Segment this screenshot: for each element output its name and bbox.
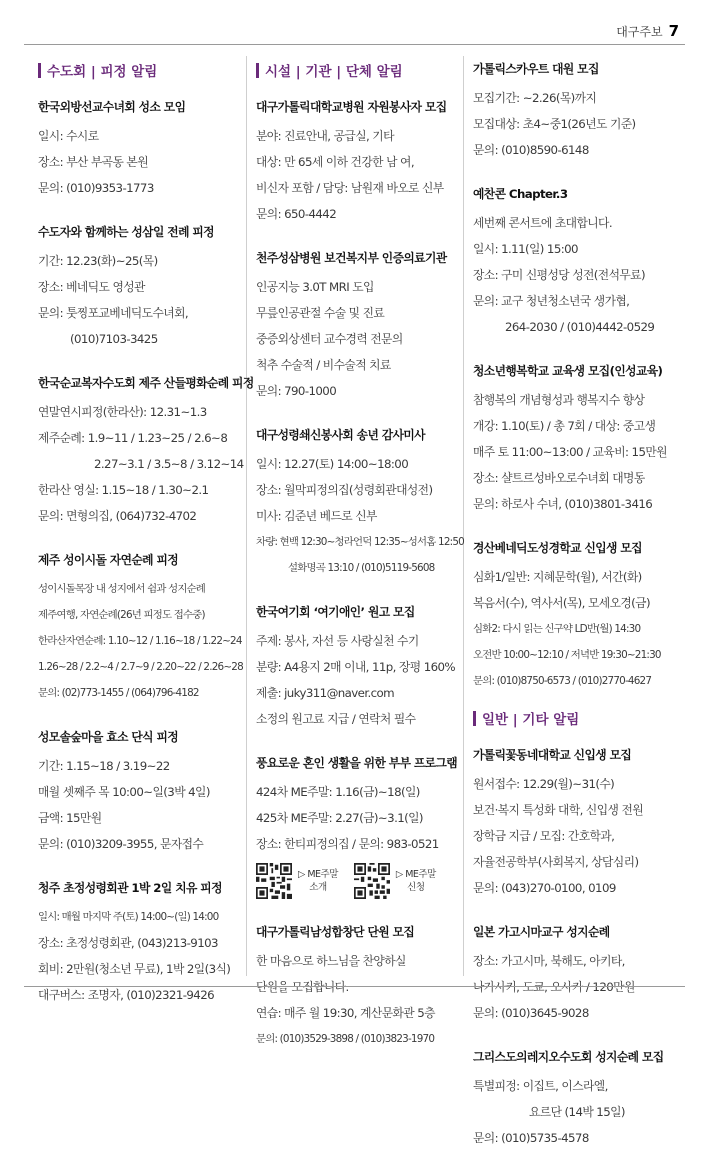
notice-line: 매월 셋째주 목 10:00~일(3박 4일) bbox=[38, 785, 210, 799]
notice-title: 경산베네딕도성경학교 신입생 모집 bbox=[473, 541, 642, 555]
notice-line: 중증외상센터 교수경력 전문의 bbox=[256, 332, 403, 346]
notice-title: 대구성령쇄신봉사회 송년 감사미사 bbox=[256, 428, 425, 442]
notice-line: 소정의 원고료 지급 / 연락처 필수 bbox=[256, 712, 416, 726]
notice-line: 문의: 면형의집, (064)732-4702 bbox=[38, 509, 197, 523]
column-divider bbox=[246, 56, 247, 976]
notice-title: 한국여기회 ‘여기애인’ 원고 모집 bbox=[256, 605, 415, 619]
notice-line: 일시: 1.11(일) 15:00 bbox=[473, 242, 578, 256]
notice-line: 장소: 구미 신평성당 성전(전석무료) bbox=[473, 268, 645, 282]
notice-line: 한라산자연순례: 1.10~12 / 1.16~18 / 1.22~24 bbox=[38, 635, 242, 647]
notice-line: 문의: (010)8590-6148 bbox=[473, 143, 589, 157]
notice-line: 장소: 한티피정의집 / 문의: 983-0521 bbox=[256, 837, 439, 851]
notice-line: 참행복의 개념형성과 행복지수 향상 bbox=[473, 393, 645, 407]
notice-line: 장소: 베네딕도 영성관 bbox=[38, 280, 145, 294]
notice-line: 문의: 교구 청년청소년국 생가협, bbox=[473, 294, 630, 308]
notice-line: 424차 ME주말: 1.16(금)~18(일) bbox=[256, 785, 420, 799]
notice-line: 문의: (010)9353-1773 bbox=[38, 181, 154, 195]
notice-title: 성모솔숲마을 효소 단식 피정 bbox=[38, 730, 179, 744]
notice-title: 일본 가고시마교구 성지순례 bbox=[473, 925, 610, 939]
column-divider bbox=[463, 56, 464, 976]
page-number: 7 bbox=[668, 22, 679, 40]
qr-code-row bbox=[256, 861, 456, 901]
notice-line: 나가사키, 도쿄, 오사카 / 120만원 bbox=[473, 980, 635, 994]
notice-title: 가톨릭스카우트 대원 모집 bbox=[473, 62, 599, 76]
column-1 bbox=[38, 52, 254, 1008]
notice-line: 자율전공학부(사회복지, 상담심리) bbox=[473, 855, 639, 869]
notice-line: 장소: 월막피정의집(성령회관대성전) bbox=[256, 483, 433, 497]
notice-line: 일시: 12.27(토) 14:00~18:00 bbox=[256, 457, 409, 471]
notice-line: 오전반 10:00~12:10 / 저녁반 19:30~21:30 bbox=[473, 649, 661, 661]
notice-line: 문의: (010)8750-6573 / (010)2770-4627 bbox=[473, 675, 652, 687]
notice-line: 문의: 하로사 수녀, (010)3801-3416 bbox=[473, 497, 653, 511]
notice-line: 연말연시피정(한라산): 12.31~1.3 bbox=[38, 405, 207, 419]
notice-title: 청주 초정성령회관 1박 2일 치유 피정 bbox=[38, 881, 222, 895]
notice-line: 문의: (010)3209-3955, 문자접수 bbox=[38, 837, 204, 851]
notice-line: 개강: 1.10(토) / 총 7회 / 대상: 중고생 bbox=[473, 419, 656, 433]
notice-line: 모집기간: ~2.26(목)까지 bbox=[473, 91, 597, 105]
notice-line: 복음서(수), 역사서(목), 모세오경(금) bbox=[473, 596, 650, 610]
notice-line: 기간: 1.15~18 / 3.19~22 bbox=[38, 759, 170, 773]
section-heading: 일반 | 기타 알림 bbox=[473, 708, 678, 728]
notice-line: 장소: 샬트르성바오로수녀회 대명동 bbox=[473, 471, 645, 485]
notice-line: 세번째 콘서트에 초대합니다. bbox=[473, 216, 613, 230]
notice-line: 분야: 진료안내, 공급실, 기타 bbox=[256, 129, 394, 143]
notice-title: 제주 성이시돌 자연순례 피정 bbox=[38, 553, 179, 567]
notice-line: 성이시돌목장 내 성지에서 쉼과 성지순례 bbox=[38, 583, 206, 595]
notice-line: 분량: A4용지 2매 이내, 11p, 장평 160% bbox=[256, 660, 456, 674]
notice-title: 천주성삼병원 보건복지부 인증의료기관 bbox=[256, 251, 447, 265]
section-heading: 시설 | 기관 | 단체 알림 bbox=[256, 60, 456, 80]
notice-line: 문의: (010)3645-9028 bbox=[473, 1006, 589, 1020]
notice-line: 설화명곡 13:10 / (010)5119-5608 bbox=[288, 562, 435, 574]
qr-code-icon[interactable] bbox=[256, 863, 292, 899]
notice-line: 2.27~3.1 / 3.5~8 / 3.12~14 bbox=[94, 457, 244, 471]
notice-line: 특별피정: 이집트, 이스라엘, bbox=[473, 1079, 608, 1093]
notice-line: 장소: 초정성령회관, (043)213-9103 bbox=[38, 936, 218, 950]
notice-line: 보건·복지 특성화 대학, 신입생 전원 bbox=[473, 803, 644, 817]
notice-line: 1.26~28 / 2.2~4 / 2.7~9 / 2.20~22 / 2.26~28 bbox=[38, 661, 243, 673]
notice-line: 요르단 (14박 15일) bbox=[529, 1105, 625, 1119]
notice-line: 기간: 12.23(화)~25(목) bbox=[38, 254, 158, 268]
page-header bbox=[616, 22, 679, 40]
notice-line: 인공지능 3.0T MRI 도입 bbox=[256, 280, 374, 294]
notice-line: 한 마음으로 하느님을 찬양하실 bbox=[256, 954, 406, 968]
notice-line: 장학금 지급 / 모집: 간호학과, bbox=[473, 829, 615, 843]
notice-line: 연습: 매주 월 19:30, 계산문화관 5층 bbox=[256, 1006, 435, 1020]
notice-line: 문의: (010)3529-3898 / (010)3823-1970 bbox=[256, 1033, 435, 1045]
notice-title: 풍요로운 혼인 생활을 위한 부부 프로그램 bbox=[256, 756, 458, 770]
notice-line: 문의: 790-1000 bbox=[256, 384, 337, 398]
notice-line: 제출: juky311@naver.com bbox=[256, 686, 395, 700]
notice-line: 대구버스: 조명자, (010)2321-9426 bbox=[38, 988, 215, 1002]
notice-title: 한국순교복자수도회 제주 산들평화순례 피정 bbox=[38, 376, 254, 390]
column-2 bbox=[256, 52, 464, 1052]
notice-line: 문의: (02)773-1455 / (064)796-4182 bbox=[38, 687, 199, 699]
notice-line: 264-2030 / (010)4442-0529 bbox=[505, 320, 655, 334]
notice-line: 단원을 모집합니다. bbox=[256, 980, 349, 994]
notice-line: 한라산 영실: 1.15~18 / 1.30~2.1 bbox=[38, 483, 209, 497]
bottom-rule bbox=[24, 986, 685, 987]
notice-title: 예찬콘 Chapter.3 bbox=[473, 187, 568, 201]
notice-title: 대구가톨릭남성합창단 단원 모집 bbox=[256, 925, 415, 939]
notice-line: 무릎인공관절 수술 및 진료 bbox=[256, 306, 385, 320]
notice-line: 금액: 15만원 bbox=[38, 811, 102, 825]
notice-line: 비신자 포함 / 담당: 남원재 바오로 신부 bbox=[256, 181, 444, 195]
notice-title: 그리스도의레지오수도회 성지순례 모집 bbox=[473, 1050, 664, 1064]
notice-line: 제주여행, 자연순례(26년 피정도 접수중) bbox=[38, 609, 205, 621]
notice-line: 문의: (010)5735-4578 bbox=[473, 1131, 589, 1145]
notice-line: 제주순례: 1.9~11 / 1.23~25 / 2.6~8 bbox=[38, 431, 228, 445]
notice-line: 문의: 툿찡포교베네딕도수녀회, bbox=[38, 306, 189, 320]
top-rule bbox=[24, 44, 685, 45]
notice-line: 차량: 현백 12:30~청라언덕 12:35~성서홈 12:50 bbox=[256, 536, 464, 548]
notice-title: 수도자와 함께하는 성삼일 전례 피정 bbox=[38, 225, 214, 239]
notice-line: 원서접수: 12.29(월)~31(수) bbox=[473, 777, 615, 791]
notice-line: 회비: 2만원(청소년 무료), 1박 2일(3식) bbox=[38, 962, 231, 976]
notice-line: 장소: 가고시마, 북해도, 아키타, bbox=[473, 954, 625, 968]
qr-label: ▷ ME주말 소개 bbox=[298, 869, 338, 893]
notice-title: 가톨릭꽃동네대학교 신입생 모집 bbox=[473, 748, 632, 762]
notice-title: 대구가톨릭대학교병원 자원봉사자 모집 bbox=[256, 100, 447, 114]
qr-label: ▷ ME주말 신청 bbox=[395, 869, 436, 893]
notice-title: 청소년행복학교 교육생 모집(인성교육) bbox=[473, 364, 663, 378]
header-section: 대구주보 bbox=[616, 25, 663, 39]
notice-line: 모집대상: 초4~중1(26년도 기준) bbox=[473, 117, 636, 131]
notice-line: 장소: 부산 부곡동 본원 bbox=[38, 155, 148, 169]
notice-line: 대상: 만 65세 이하 건강한 남 여, bbox=[256, 155, 414, 169]
notice-line: 심화1/일반: 지혜문학(월), 서간(화) bbox=[473, 570, 642, 584]
notice-line: 425차 ME주말: 2.27(금)~3.1(일) bbox=[256, 811, 423, 825]
notice-title: 한국외방선교수녀회 성소 모임 bbox=[38, 100, 186, 114]
notice-line: 문의: 650-4442 bbox=[256, 207, 337, 221]
qr-code-icon[interactable] bbox=[354, 863, 390, 899]
notice-line: 미사: 김준년 베드로 신부 bbox=[256, 509, 377, 523]
notice-line: 주제: 봉사, 자선 등 사랑실천 수기 bbox=[256, 634, 419, 648]
notice-line: 심화2: 다시 읽는 신구약 LD반(월) 14:30 bbox=[473, 623, 641, 635]
notice-line: 척추 수술적 / 비수술적 치료 bbox=[256, 358, 391, 372]
section-heading: 수도회 | 피정 알림 bbox=[38, 60, 238, 80]
notice-line: 일시: 수시로 bbox=[38, 129, 99, 143]
notice-line: 문의: (043)270-0100, 0109 bbox=[473, 881, 616, 895]
notice-line: 일시: 매월 마지막 주(토) 14:00~(일) 14:00 bbox=[38, 911, 219, 923]
notice-line: 매주 토 11:00~13:00 / 교육비: 15만원 bbox=[473, 445, 667, 459]
notice-line: (010)7103-3425 bbox=[70, 332, 158, 346]
